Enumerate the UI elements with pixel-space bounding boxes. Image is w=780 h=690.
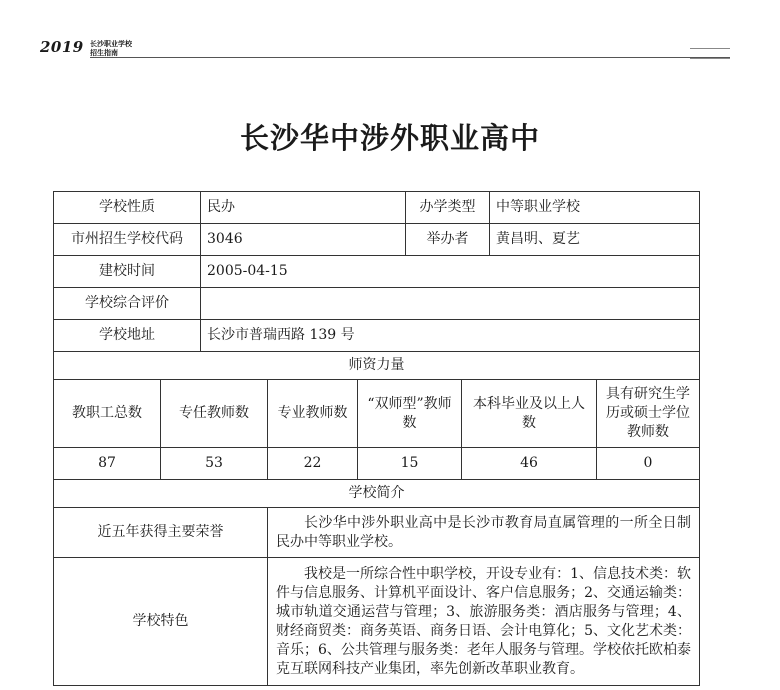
table-row-evaluation xyxy=(54,288,700,320)
value-address: 长沙市普瑞西路 139 号 xyxy=(201,320,700,352)
faculty-header-total: 教职工总数 xyxy=(54,380,161,448)
header-rule xyxy=(90,57,730,58)
label-features: 学校特色 xyxy=(54,558,268,686)
school-info-table xyxy=(53,191,700,686)
table-row-founded xyxy=(54,256,700,288)
value-evaluation xyxy=(201,288,700,320)
faculty-value-professional: 22 xyxy=(268,448,358,480)
faculty-header-graduate: 具有研究生学历或硕士学位教师数 xyxy=(597,380,700,448)
faculty-header-dual: “双师型”教师数 xyxy=(358,380,462,448)
faculty-value-dual: 15 xyxy=(358,448,462,480)
section-faculty xyxy=(54,352,700,380)
table-row-address xyxy=(54,320,700,352)
faculty-header-row xyxy=(54,380,700,448)
faculty-value-row xyxy=(54,448,700,480)
faculty-value-total: 87 xyxy=(54,448,161,480)
table-row-code xyxy=(54,224,700,256)
faculty-header-fulltime: 专任教师数 xyxy=(161,380,268,448)
value-type: 中等职业学校 xyxy=(490,192,700,224)
page-title: 长沙华中涉外职业高中 xyxy=(239,121,540,155)
label-sponsor: 举办者 xyxy=(406,224,490,256)
label-evaluation: 学校综合评价 xyxy=(54,288,201,320)
faculty-header-bachelor: 本科毕业及以上人数 xyxy=(462,380,597,448)
faculty-header-professional: 专业教师数 xyxy=(268,380,358,448)
faculty-value-graduate: 0 xyxy=(597,448,700,480)
value-code: 3046 xyxy=(201,224,406,256)
value-nature: 民办 xyxy=(201,192,406,224)
header-rule-decoration xyxy=(690,48,730,59)
section-intro xyxy=(54,480,700,508)
label-honors: 近五年获得主要荣誉 xyxy=(54,508,268,558)
table-row-honors xyxy=(54,508,700,558)
label-founded: 建校时间 xyxy=(54,256,201,288)
value-sponsor: 黄昌明、夏艺 xyxy=(490,224,700,256)
label-type: 办学类型 xyxy=(406,192,490,224)
table-row-nature xyxy=(54,192,700,224)
text-honors: 长沙华中涉外职业高中是长沙市教育局直属管理的一所全日制民办中等职业学校。 xyxy=(268,508,700,558)
faculty-value-bachelor: 46 xyxy=(462,448,597,480)
text-features: 我校是一所综合性中职学校，开设专业有：1、信息技术类：软件与信息服务、计算机平面设计、客户信息服务；2、交通运输类：城市轨道交通运营与管理；3、旅游服务类：酒店服务与管理；4、财经商贸类：商务英语、商务日语、会计电算化；5、文化艺术类：音乐；6、公共管理与服务类：老年人服务与管理。学校依托欧柏泰克互联网科技产业集团，率先创新改革职业教育。 xyxy=(268,558,700,686)
header-subtitle-line1: 长沙职业学校 xyxy=(90,39,132,48)
header-year: 2019 xyxy=(40,38,84,56)
table-row-features xyxy=(54,558,700,686)
label-nature: 学校性质 xyxy=(54,192,201,224)
label-code: 市州招生学校代码 xyxy=(54,224,201,256)
page-header xyxy=(40,38,780,60)
section-title-faculty: 师资力量 xyxy=(54,352,700,380)
header-subtitle xyxy=(90,39,132,57)
value-founded: 2005-04-15 xyxy=(201,256,700,288)
faculty-value-fulltime: 53 xyxy=(161,448,268,480)
header-subtitle-line2: 招生指南 xyxy=(90,48,118,57)
label-address: 学校地址 xyxy=(54,320,201,352)
section-title-intro: 学校简介 xyxy=(54,480,700,508)
